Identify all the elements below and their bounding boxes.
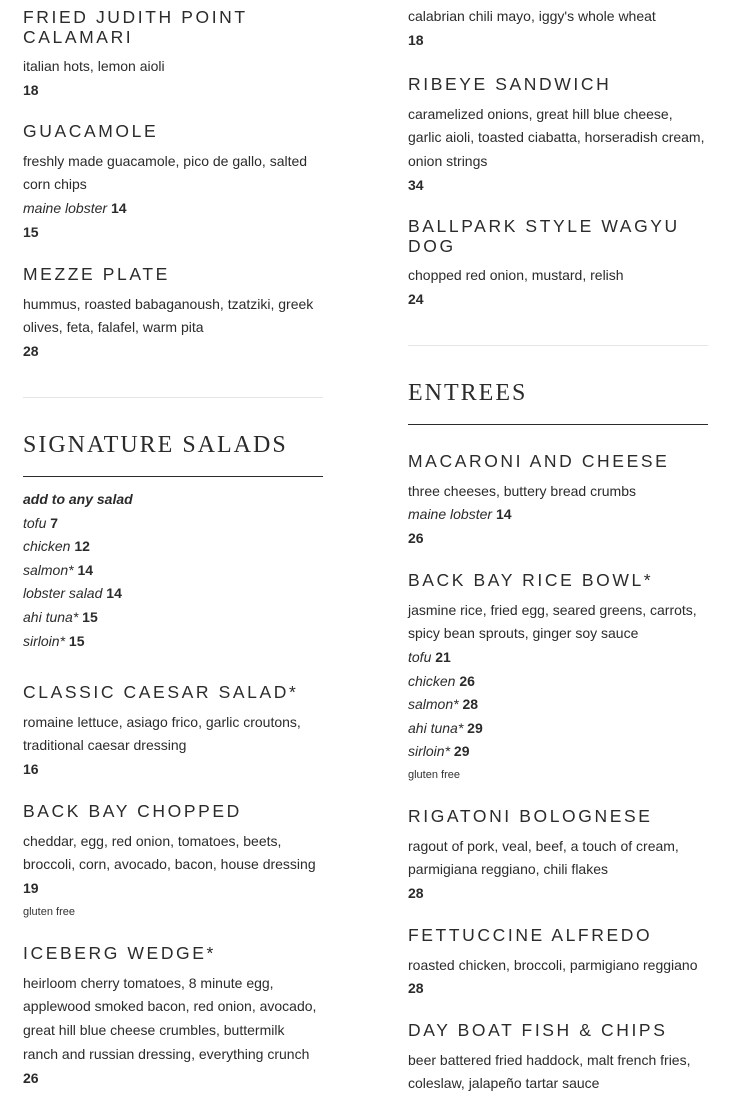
dish-price: 26 <box>408 527 708 551</box>
dish-price: 28 <box>23 340 323 364</box>
dish-description: hummus, roasted babaganoush, tzatziki, greek olives, feta, falafel, warm pita <box>23 293 323 341</box>
option-price: 21 <box>435 649 451 665</box>
dish-name: RIGATONI BOLOGNESE <box>408 807 708 827</box>
addon-price: 15 <box>69 633 85 649</box>
dish-name: RIBEYE SANDWICH <box>408 75 708 95</box>
menu-item-iceberg-wedge <box>23 944 323 1090</box>
addon-option <box>23 197 323 221</box>
dish-description: italian hots, lemon aioli <box>23 55 323 79</box>
dish-description: heirloom cherry tomatoes, 8 minute egg, applewood smoked bacon, red onion, avocado, great hill blue cheese crumbles, buttermilk ranch and russian dressing, everything crunch <box>23 972 323 1067</box>
dish-description: chopped red onion, mustard, relish <box>408 264 708 288</box>
option-name: chicken <box>408 673 455 689</box>
addon-option <box>23 535 323 559</box>
menu-item-caesar-salad <box>23 683 323 782</box>
protein-option <box>408 646 708 670</box>
dish-name: CLASSIC CAESAR SALAD* <box>23 683 323 703</box>
addon-name: chicken <box>23 538 70 554</box>
menu-item-fish-and-chips <box>408 1021 708 1096</box>
dish-description: freshly made guacamole, pico de gallo, salted corn chips <box>23 150 323 198</box>
menu-item-ribeye-sandwich <box>408 75 708 198</box>
menu-item-back-bay-chopped <box>23 802 323 924</box>
protein-option <box>408 670 708 694</box>
dish-price: 26 <box>23 1067 323 1091</box>
section-divider <box>23 397 323 398</box>
addon-price: 14 <box>106 585 122 601</box>
section-divider <box>408 345 708 346</box>
dish-description: romaine lettuce, asiago frico, garlic croutons, traditional caesar dressing <box>23 711 323 759</box>
menu-item-calamari <box>23 8 323 103</box>
dish-price: 28 <box>408 977 708 1001</box>
dish-name: MEZZE PLATE <box>23 265 323 285</box>
protein-option <box>408 717 708 741</box>
addon-name: tofu <box>23 515 46 531</box>
dish-description: three cheeses, buttery bread crumbs <box>408 480 708 504</box>
dish-name: DAY BOAT FISH & CHIPS <box>408 1021 708 1041</box>
dish-name: FETTUCCINE ALFREDO <box>408 926 708 946</box>
dish-price: 16 <box>23 758 323 782</box>
dish-name: GUACAMOLE <box>23 122 323 142</box>
addon-option <box>408 503 708 527</box>
dish-description: caramelized onions, great hill blue cheese, garlic aioli, toasted ciabatta, horseradish cream, onion strings <box>408 103 708 174</box>
dish-description: ragout of pork, veal, beef, a touch of cream, parmigiana reggiano, chili flakes <box>408 835 708 883</box>
protein-option <box>408 740 708 764</box>
addon-price: 14 <box>77 562 93 578</box>
menu-item-rice-bowl <box>408 571 708 787</box>
menu-item-guacamole <box>23 122 323 244</box>
section-title-signature-salads: SIGNATURE SALADS <box>23 432 323 477</box>
option-name: salmon* <box>408 696 459 712</box>
dish-price: 18 <box>408 29 708 53</box>
addons-title: add to any salad <box>23 488 323 512</box>
addon-name: maine lobster <box>408 506 492 522</box>
addon-option <box>23 512 323 536</box>
protein-option <box>408 693 708 717</box>
menu-item-partial-top <box>408 5 708 53</box>
menu-item-rigatoni-bolognese <box>408 807 708 906</box>
addon-price: 15 <box>82 609 98 625</box>
option-name: ahi tuna* <box>408 720 463 736</box>
dish-name: BACK BAY CHOPPED <box>23 802 323 822</box>
dish-description: calabrian chili mayo, iggy's whole wheat <box>408 5 708 29</box>
addon-price: 14 <box>496 506 512 522</box>
menu-item-mezze-plate <box>23 265 323 364</box>
dish-price: 18 <box>23 79 323 103</box>
dish-price: 19 <box>23 877 323 901</box>
option-price: 29 <box>454 743 470 759</box>
dish-price: 28 <box>408 882 708 906</box>
addon-name: sirloin* <box>23 633 65 649</box>
addon-price: 7 <box>50 515 58 531</box>
addon-option <box>23 606 323 630</box>
salad-addons-list <box>23 488 323 653</box>
addon-option <box>23 559 323 583</box>
menu-item-macaroni-and-cheese <box>408 452 708 551</box>
addon-name: maine lobster <box>23 200 107 216</box>
dish-description: cheddar, egg, red onion, tomatoes, beets, broccoli, corn, avocado, bacon, house dressing <box>23 830 323 878</box>
addon-option <box>23 582 323 606</box>
addon-name: ahi tuna* <box>23 609 78 625</box>
addon-price: 14 <box>111 200 127 216</box>
option-price: 29 <box>467 720 483 736</box>
section-title-entrees: ENTREES <box>408 380 708 425</box>
addon-name: lobster salad <box>23 585 102 601</box>
dish-price: 15 <box>23 221 323 245</box>
dietary-note: gluten free <box>408 764 708 787</box>
addon-name: salmon* <box>23 562 74 578</box>
dietary-note: gluten free <box>23 901 323 924</box>
option-price: 28 <box>462 696 478 712</box>
option-name: sirloin* <box>408 743 450 759</box>
dish-name: MACARONI AND CHEESE <box>408 452 708 472</box>
dish-name: BALLPARK STYLE WAGYU DOG <box>408 217 708 256</box>
option-name: tofu <box>408 649 431 665</box>
menu-item-fettuccine-alfredo <box>408 926 708 1001</box>
dish-name: FRIED JUDITH POINT CALAMARI <box>23 8 323 47</box>
dish-description: jasmine rice, fried egg, seared greens, carrots, spicy bean sprouts, ginger soy sauce <box>408 599 708 647</box>
dish-price: 34 <box>408 174 708 198</box>
dish-description: roasted chicken, broccoli, parmigiano reggiano <box>408 954 708 978</box>
dish-price: 24 <box>408 288 708 312</box>
option-price: 26 <box>459 673 475 689</box>
dish-description: beer battered fried haddock, malt french fries, coleslaw, jalapeño tartar sauce <box>408 1049 708 1096</box>
addon-price: 12 <box>74 538 90 554</box>
dish-name: ICEBERG WEDGE* <box>23 944 323 964</box>
menu-item-wagyu-dog <box>408 217 708 312</box>
addon-option <box>23 630 323 654</box>
dish-name: BACK BAY RICE BOWL* <box>408 571 708 591</box>
